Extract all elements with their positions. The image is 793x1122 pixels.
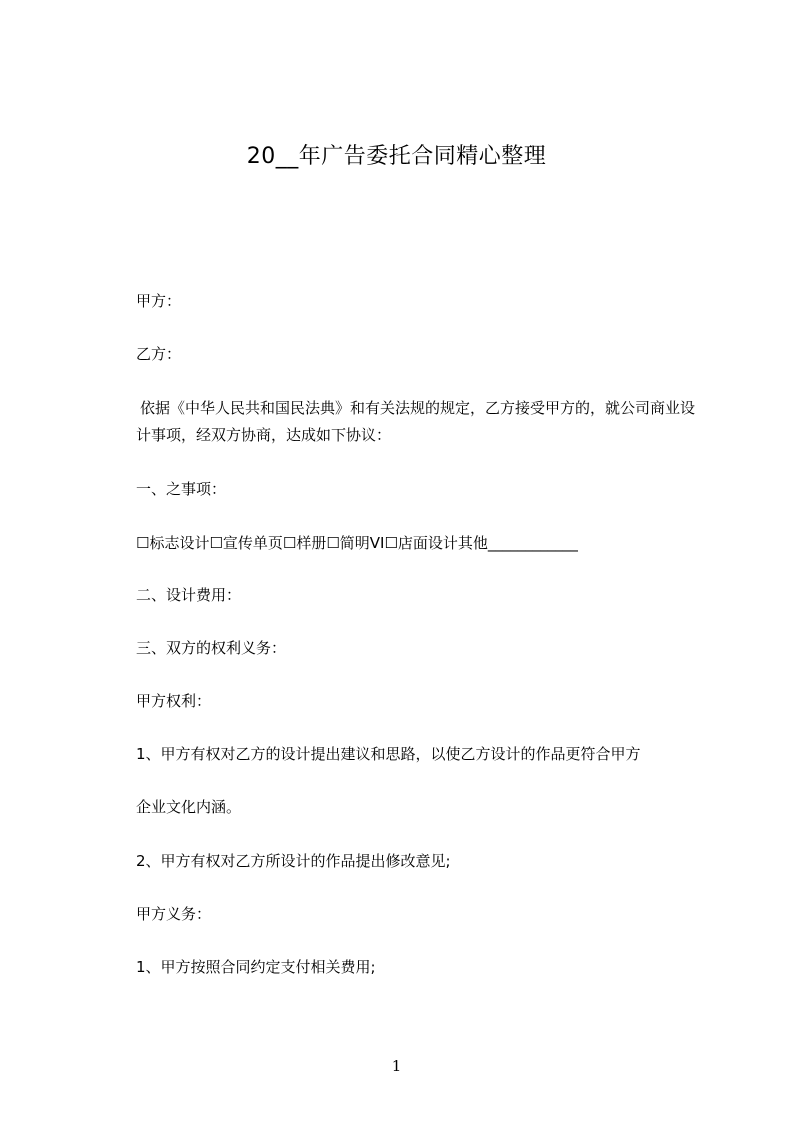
section3-heading: 三、双方的权利义务：	[136, 639, 287, 657]
document-title: 20__年广告委托合同精心整理	[246, 144, 547, 169]
preamble-paragraph: 依据《中华人民共和国民法典》和有关法规的规定，乙方接受甲方的，就公司商业设计事项，经双方协商，达成如下协议：	[136, 399, 696, 444]
party-a-rights-heading: 甲方权利：	[136, 692, 212, 710]
party-a-right2: 2、甲方有权对乙方所设计的作品提出修改意见;	[136, 852, 451, 870]
section1-options: ☐标志设计☐宣传单页☐样册☐简明VI☐店面设计其他____________	[136, 534, 578, 552]
page-number: 1	[391, 1057, 402, 1075]
section1-heading: 一、之事项：	[136, 480, 227, 498]
party-a-label: 甲方：	[136, 292, 182, 310]
party-a-right1-line2: 企业文化内涵。	[136, 798, 242, 816]
party-a-right1-line1: 1、甲方有权对乙方的设计提出建议和思路，以使乙方设计的作品更符合甲方	[136, 745, 641, 763]
party-b-label: 乙方：	[136, 345, 182, 363]
section2-heading: 二、设计费用：	[136, 586, 242, 604]
party-a-duties-heading: 甲方义务：	[136, 905, 212, 923]
party-a-duty1: 1、甲方按照合同约定支付相关费用;	[136, 958, 376, 976]
